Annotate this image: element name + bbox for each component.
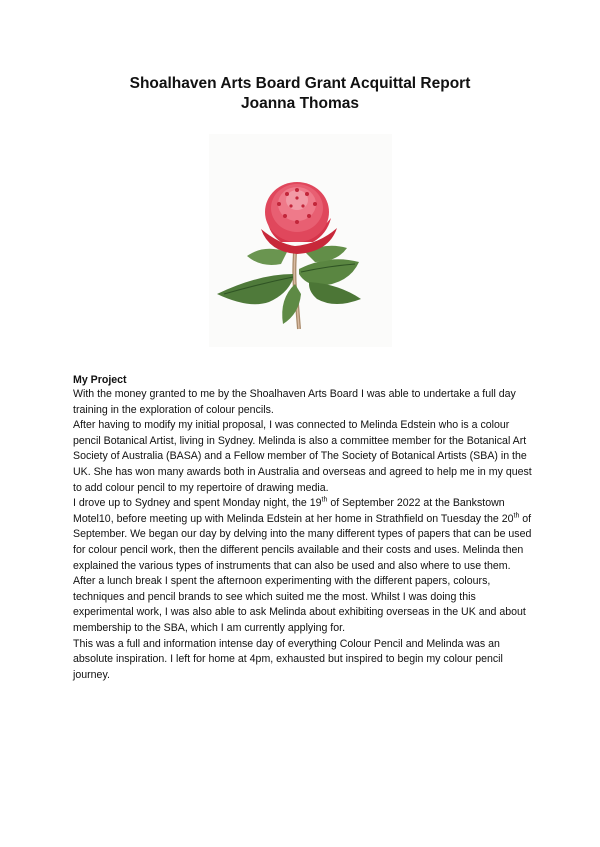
sydney-trip-text-a: I drove up to Sydney and spent Monday night, the 19 xyxy=(73,497,322,510)
ordinal-suffix: th xyxy=(321,496,328,504)
paragraph-proposal: After having to modify my initial proposal, I was connected to Melinda Edstein who is a colour pencil Botanical Artist, living in Sydney. Melinda is also a committee member for the Botanical Art Society of Australia (BASA) and a Fellow member of The Society of Botanical Artists (SBA) in the UK. She has won many awards both in Australia and overseas and agreed to help me in my quest to add colour pencil to my repertoire of drawing media. xyxy=(73,419,532,494)
report-title: Shoalhaven Arts Board Grant Acquittal Report xyxy=(129,75,471,92)
sydney-trip-text-b: of September 2022 at the Bankstown Motel10, before meeting up with Melinda Edstein at her home in Strathfield on Tuesday the 20 xyxy=(73,497,514,525)
report-author: Joanna Thomas xyxy=(241,95,359,112)
paragraph-intro: With the money granted to me by the Shoalhaven Arts Board I was able to undertake a full day training in the exploration of colour pencils. xyxy=(73,388,516,416)
project-body xyxy=(73,387,533,683)
paragraph-conclusion: This was a full and information intense day of everything Colour Pencil and Melinda was an absolute inspiration. I left for home at 4pm, exhausted but inspired to begin my colour pencil journey. xyxy=(73,637,503,681)
section-heading: My Project xyxy=(73,374,127,386)
sydney-trip-text-c: of September. We began our day by delving into the many different types of papers that can be used for colour pencil work, then the different pencils available and their costs and uses. Melinda then explained the various types of instruments that can also be used and also where to use them. xyxy=(73,512,532,572)
paragraph-sydney-trip xyxy=(73,496,533,574)
waratah-illustration xyxy=(209,134,392,347)
paragraph-afternoon: After a lunch break I spent the afternoon experimenting with the different papers, colours, techniques and pencil brands to see which suited me the most. Whilst I was doing this experimental work, I was also able to ask Melinda about exhibiting overseas in the UK and about membership to the SBA, which I am currently applying for. xyxy=(73,575,526,634)
ordinal-suffix: th xyxy=(513,512,520,520)
waratah-flower-icon xyxy=(209,134,392,347)
